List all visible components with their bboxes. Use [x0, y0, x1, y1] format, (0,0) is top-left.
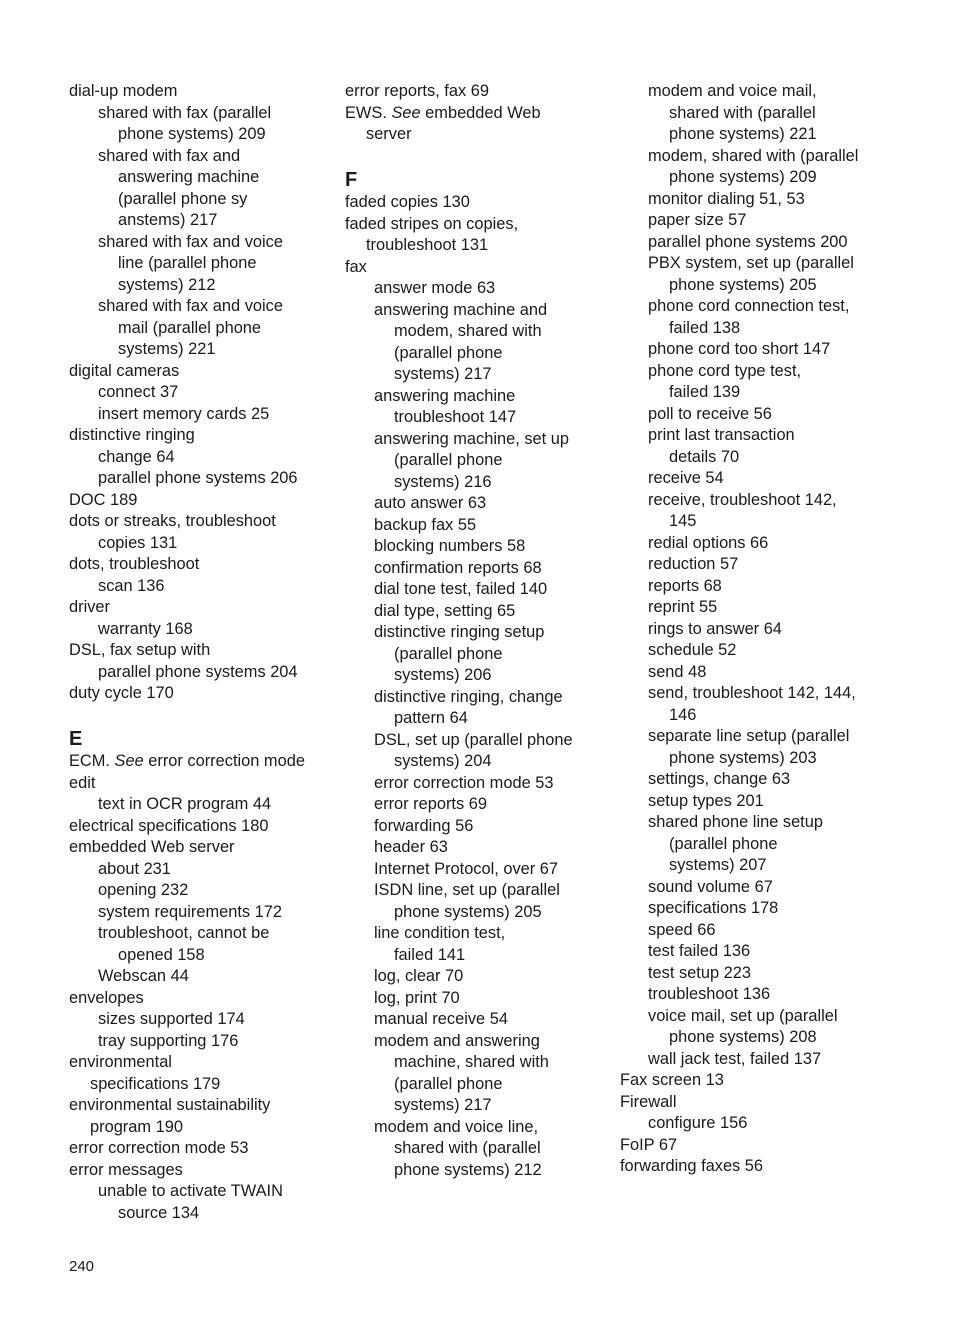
index-continuation: systems) 207	[669, 856, 767, 874]
section-gap	[345, 146, 607, 168]
index-subentry: redial options 66	[648, 533, 769, 552]
index-continuation: failed 139	[669, 383, 741, 401]
index-subentry: about 231	[98, 859, 171, 878]
index-subentry: speed 66	[648, 920, 716, 939]
index-subentry: program 190	[90, 1117, 183, 1136]
index-entry: Firewall	[620, 1092, 677, 1111]
index-continuation: modem, shared with	[394, 322, 542, 340]
index-continuation: pattern 64	[394, 709, 468, 727]
index-continuation: phone systems) 205	[669, 275, 817, 294]
index-entry: fax	[345, 257, 367, 276]
index-entry: faded copies 130	[345, 193, 470, 211]
index-continuation: source 134	[118, 1203, 200, 1222]
index-subentry: monitor dialing 51, 53	[648, 189, 805, 208]
index-subentry: opening 232	[98, 881, 189, 899]
index-subentry: answering machine and	[374, 300, 548, 319]
index-entry: digital cameras	[69, 361, 180, 380]
index-subentry: distinctive ringing, change	[374, 687, 563, 706]
index-entry-term: ECM.	[69, 752, 115, 770]
index-subentry: forwarding 56	[374, 816, 474, 835]
index-subentry: troubleshoot, cannot be	[98, 924, 270, 942]
index-subentry: modem and answering	[374, 1031, 540, 1050]
index-continuation: systems) 221	[118, 340, 216, 358]
index-continuation: phone systems) 208	[669, 1028, 817, 1046]
index-subentry: modem and voice line,	[374, 1117, 538, 1136]
index-column-1	[69, 81, 331, 1224]
index-continuation: (parallel phone sy	[118, 189, 248, 208]
index-subentry: receive, troubleshoot 142,	[648, 490, 837, 509]
index-continuation: answering machine	[118, 168, 260, 186]
index-continuation: 145	[669, 512, 697, 530]
index-subentry: dial tone test, failed 140	[374, 580, 548, 598]
index-subentry: confirmation reports 68	[374, 558, 542, 577]
index-subentry: change 64	[98, 447, 175, 466]
index-subentry: send, troubleshoot 142, 144,	[648, 684, 856, 702]
index-subentry: warranty 168	[98, 619, 193, 638]
index-subentry: shared with fax and	[98, 146, 241, 165]
index-entry: dots or streaks, troubleshoot	[69, 512, 276, 530]
index-subentry: reports 68	[648, 576, 722, 595]
index-continuation: failed 141	[394, 945, 466, 964]
index-subentry: answering machine, set up	[374, 429, 569, 448]
index-continuation: shared with (parallel	[669, 103, 816, 122]
see-reference: See	[391, 103, 421, 122]
index-subentry: troubleshoot 131	[366, 236, 489, 254]
index-subentry: backup fax 55	[374, 515, 477, 534]
index-continuation: details 70	[669, 447, 740, 466]
index-subentry: poll to receive 56	[648, 404, 772, 423]
index-subentry: phone cord too short 147	[648, 340, 831, 358]
index-entry: environmental sustainability	[69, 1096, 271, 1114]
index-subentry: separate line setup (parallel	[648, 727, 850, 745]
index-entry: FoIP 67	[620, 1135, 678, 1154]
index-subentry: log, clear 70	[374, 967, 464, 985]
index-subentry: scan 136	[98, 576, 165, 595]
index-subentry: setup types 201	[648, 791, 764, 810]
index-subentry: schedule 52	[648, 641, 737, 659]
index-subentry: unable to activate TWAIN	[98, 1182, 283, 1200]
index-entry: driver	[69, 598, 110, 616]
index-subentry: paper size 57	[648, 211, 747, 229]
index-subentry: test failed 136	[648, 942, 751, 960]
index-subentry: phone cord type test,	[648, 361, 802, 380]
index-subentry: settings, change 63	[648, 770, 791, 788]
index-subentry: reduction 57	[648, 555, 739, 573]
index-continuation: systems) 204	[394, 752, 492, 770]
index-subentry: modem and voice mail,	[648, 82, 817, 100]
index-subentry: shared with fax (parallel	[98, 103, 272, 122]
index-subentry: configure 156	[648, 1114, 748, 1132]
index-entry: faded stripes on copies,	[345, 214, 519, 233]
index-continuation: (parallel phone	[394, 451, 503, 469]
index-continuation: failed 138	[669, 318, 741, 337]
index-subentry: parallel phone systems 200	[648, 232, 848, 251]
index-subentry: shared with fax and voice	[98, 297, 283, 315]
index-subentry: line condition test,	[374, 924, 506, 942]
index-continuation: systems) 216	[394, 472, 492, 491]
index-continuation: (parallel phone	[394, 1074, 503, 1093]
index-entry: electrical specifications 180	[69, 816, 269, 835]
index-continuation: phone systems) 209	[669, 168, 817, 186]
index-subentry: dial type, setting 65	[374, 601, 516, 620]
index-subentry: send 48	[648, 662, 707, 681]
index-continuation: mail (parallel phone	[118, 318, 262, 337]
see-target: embedded Web	[420, 103, 541, 122]
index-subentry: blocking numbers 58	[374, 537, 526, 555]
index-continuation: 146	[669, 705, 697, 724]
index-subentry: shared phone line setup	[648, 813, 823, 831]
index-subentry: tray supporting 176	[98, 1031, 239, 1050]
index-entry: embedded Web server	[69, 838, 235, 856]
index-subentry: rings to answer 64	[648, 619, 782, 638]
index-subentry: system requirements 172	[98, 902, 283, 921]
index-subentry: Internet Protocol, over 67	[374, 859, 559, 878]
index-continuation: systems) 206	[394, 666, 492, 684]
index-continuation: line (parallel phone	[118, 254, 257, 272]
index-subentry: distinctive ringing setup	[374, 623, 545, 641]
see-target: error correction mode	[143, 752, 305, 770]
index-subentry: shared with fax and voice	[98, 232, 283, 251]
index-subentry: answering machine	[374, 386, 516, 405]
index-subentry: troubleshoot 136	[648, 985, 771, 1003]
index-entry: Fax screen 13	[620, 1071, 724, 1089]
index-subentry: answer mode 63	[374, 279, 496, 297]
index-subentry: header 63	[374, 838, 448, 856]
index-subentry: ISDN line, set up (parallel	[374, 881, 560, 899]
index-continuation: (parallel phone	[394, 644, 503, 663]
index-continuation: anstems) 217	[118, 211, 218, 229]
index-entry: environmental	[69, 1053, 172, 1071]
index-continuation: troubleshoot 147	[394, 408, 517, 426]
index-entry	[345, 103, 607, 125]
index-subentry: receive 54	[648, 469, 724, 487]
index-entry: distinctive ringing	[69, 426, 195, 444]
index-continuation: phone systems) 205	[394, 902, 542, 921]
index-subentry: error reports 69	[374, 795, 487, 813]
index-subentry: manual receive 54	[374, 1010, 508, 1028]
index-subentry: sound volume 67	[648, 877, 773, 896]
index-subentry: sizes supported 174	[98, 1010, 245, 1028]
page-number: 240	[69, 1258, 95, 1275]
index-entry: dots, troubleshoot	[69, 555, 200, 573]
index-subentry: copies 131	[98, 533, 178, 552]
index-subentry: DSL, set up (parallel phone	[374, 730, 573, 749]
index-subentry: print last transaction	[648, 426, 795, 444]
index-continuation: phone systems) 212	[394, 1160, 542, 1179]
index-subentry: auto answer 63	[374, 494, 487, 512]
index-entry: forwarding faxes 56	[620, 1157, 764, 1175]
index-entry: DSL, fax setup with	[69, 641, 211, 659]
index-entry	[69, 751, 331, 773]
index-entry: DOC 189	[69, 490, 138, 509]
index-subentry: voice mail, set up (parallel	[648, 1006, 838, 1025]
index-entry: error messages	[69, 1160, 183, 1179]
index-continuation: phone systems) 203	[669, 748, 817, 767]
index-subentry: error correction mode 53	[374, 773, 554, 792]
index-subentry: specifications 178	[648, 899, 779, 917]
index-continuation: machine, shared with	[394, 1053, 549, 1071]
index-entry: dial-up modem	[69, 82, 178, 100]
index-continuation: shared with (parallel	[394, 1139, 541, 1157]
index-subentry: connect 37	[98, 383, 179, 401]
index-entry: error reports, fax 69	[345, 82, 489, 100]
index-continuation: phone systems) 209	[118, 125, 266, 143]
index-continuation: opened 158	[118, 945, 205, 964]
index-subentry: PBX system, set up (parallel	[648, 254, 854, 272]
index-subentry: wall jack test, failed 137	[648, 1049, 822, 1068]
index-entry: duty cycle 170	[69, 684, 174, 702]
index-subentry: modem, shared with (parallel	[648, 146, 859, 165]
index-entry: error correction mode 53	[69, 1139, 249, 1157]
index-subentry: reprint 55	[648, 598, 718, 616]
index-subentry: phone cord connection test,	[648, 297, 850, 315]
index-entry: edit	[69, 773, 96, 792]
index-subentry: parallel phone systems 206	[98, 469, 298, 487]
index-letter-heading: E	[69, 728, 83, 750]
index-continuation: (parallel phone	[394, 343, 503, 362]
index-continuation: systems) 217	[394, 365, 492, 383]
index-subentry: test setup 223	[648, 963, 751, 982]
index-continuation: phone systems) 221	[669, 125, 817, 143]
index-subentry: text in OCR program 44	[98, 795, 272, 813]
index-subentry: server	[366, 125, 412, 143]
index-entry: envelopes	[69, 988, 144, 1007]
index-subentry: parallel phone systems 204	[98, 662, 298, 681]
section-gap	[69, 705, 331, 727]
index-column-3	[620, 81, 882, 1178]
index-entry-term: EWS.	[345, 103, 392, 122]
index-subentry: insert memory cards 25	[98, 404, 270, 423]
index-continuation: (parallel phone	[669, 834, 778, 853]
index-column-2	[345, 81, 607, 1181]
index-subentry: specifications 179	[90, 1074, 221, 1093]
index-subentry: log, print 70	[374, 988, 460, 1007]
index-subentry: Webscan 44	[98, 967, 189, 985]
index-continuation: systems) 217	[394, 1096, 492, 1114]
see-reference: See	[114, 752, 144, 770]
index-continuation: systems) 212	[118, 275, 216, 294]
index-letter-heading: F	[345, 169, 358, 191]
